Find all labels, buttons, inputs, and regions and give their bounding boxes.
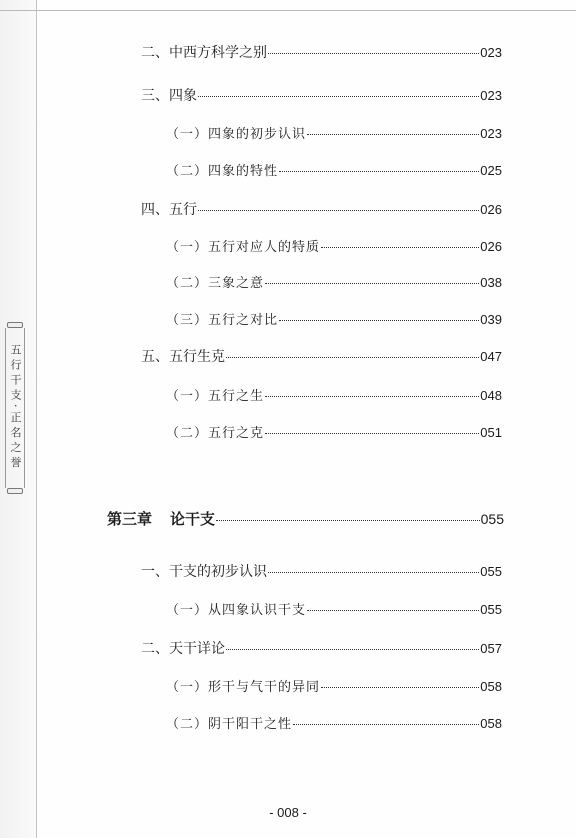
dot-leader bbox=[293, 724, 479, 725]
toc-entry[interactable] bbox=[166, 423, 502, 443]
dot-leader bbox=[321, 687, 479, 688]
spine-title-cartouche bbox=[5, 322, 25, 494]
toc-entry[interactable] bbox=[141, 86, 502, 106]
toc-page: 055 bbox=[480, 511, 504, 527]
toc-title: （二）阴干阳干之性 bbox=[166, 717, 293, 732]
toc-entry[interactable] bbox=[166, 161, 502, 181]
toc-entry[interactable] bbox=[166, 386, 502, 406]
dot-leader bbox=[265, 396, 479, 397]
toc-page: 039 bbox=[480, 312, 502, 327]
dot-leader bbox=[198, 96, 479, 97]
toc-page: 026 bbox=[480, 239, 502, 254]
toc-title: 三、四象 bbox=[141, 88, 197, 104]
toc-title: （一）从四象认识干支 bbox=[166, 603, 307, 618]
dot-leader bbox=[279, 320, 479, 321]
cartouche-frame bbox=[5, 328, 25, 488]
toc-entry[interactable] bbox=[166, 310, 502, 330]
page-number: - 008 - bbox=[269, 805, 307, 820]
toc-title: （一）五行之生 bbox=[166, 389, 265, 404]
dot-leader bbox=[307, 134, 479, 135]
toc-page: 051 bbox=[480, 425, 502, 440]
toc-title: 二、中西方科学之别 bbox=[141, 45, 267, 61]
toc-entry[interactable] bbox=[141, 347, 502, 367]
spine-divider bbox=[36, 0, 37, 838]
toc-title: 一、干支的初步认识 bbox=[141, 564, 267, 580]
dot-leader bbox=[198, 210, 479, 211]
dot-leader bbox=[279, 171, 479, 172]
toc-entry[interactable] bbox=[166, 714, 502, 734]
dot-leader bbox=[268, 53, 479, 54]
toc-title: （二）三象之意 bbox=[166, 276, 265, 291]
toc-title: （二）五行之克 bbox=[166, 426, 265, 441]
toc-title: 五、五行生克 bbox=[141, 349, 225, 365]
toc-page: 025 bbox=[480, 163, 502, 178]
toc-page: 038 bbox=[480, 275, 502, 290]
toc-page: 023 bbox=[480, 45, 502, 60]
toc-entry[interactable] bbox=[141, 43, 502, 63]
toc-title: 四、五行 bbox=[141, 202, 197, 218]
toc-title: 二、天干详论 bbox=[141, 641, 225, 657]
spine-title: 五行干支·正名之誉 bbox=[9, 344, 22, 472]
dot-leader bbox=[226, 357, 479, 358]
dot-leader bbox=[268, 572, 479, 573]
toc-page: 055 bbox=[480, 602, 502, 617]
cartouche-cap-bottom bbox=[7, 488, 23, 494]
toc-page: 048 bbox=[480, 388, 502, 403]
toc-page: 023 bbox=[480, 126, 502, 141]
chapter-label: 第三章 bbox=[107, 510, 153, 528]
dot-leader bbox=[307, 610, 479, 611]
toc-page: 055 bbox=[480, 564, 502, 579]
toc-entry[interactable] bbox=[166, 237, 502, 257]
dot-leader bbox=[226, 649, 479, 650]
toc-title: （一）四象的初步认识 bbox=[166, 127, 307, 142]
toc-page: 026 bbox=[480, 202, 502, 217]
toc-entry[interactable] bbox=[141, 200, 502, 220]
toc-title: （三）五行之对比 bbox=[166, 313, 279, 328]
toc-page: 057 bbox=[480, 641, 502, 656]
dot-leader bbox=[216, 520, 480, 521]
chapter-title: 论干支 bbox=[170, 510, 216, 528]
toc-entry[interactable] bbox=[166, 677, 502, 697]
dot-leader bbox=[265, 433, 479, 434]
toc-title: （二）四象的特性 bbox=[166, 164, 279, 179]
toc-entry[interactable] bbox=[141, 562, 502, 582]
toc-entry[interactable] bbox=[166, 273, 502, 293]
toc-title: （一）五行对应人的特质 bbox=[166, 240, 321, 255]
toc-entry[interactable] bbox=[166, 600, 502, 620]
toc-entry[interactable] bbox=[141, 639, 502, 659]
dot-leader bbox=[265, 283, 479, 284]
chapter-heading bbox=[107, 509, 215, 529]
toc-page: 023 bbox=[480, 88, 502, 103]
toc-page: 047 bbox=[480, 349, 502, 364]
toc-entry[interactable] bbox=[166, 124, 502, 144]
top-rule bbox=[0, 10, 576, 11]
toc-page: 058 bbox=[480, 716, 502, 731]
toc-title: （一）形干与气干的异同 bbox=[166, 680, 321, 695]
dot-leader bbox=[321, 247, 479, 248]
toc-page: 058 bbox=[480, 679, 502, 694]
toc-chapter-entry[interactable] bbox=[107, 509, 504, 529]
